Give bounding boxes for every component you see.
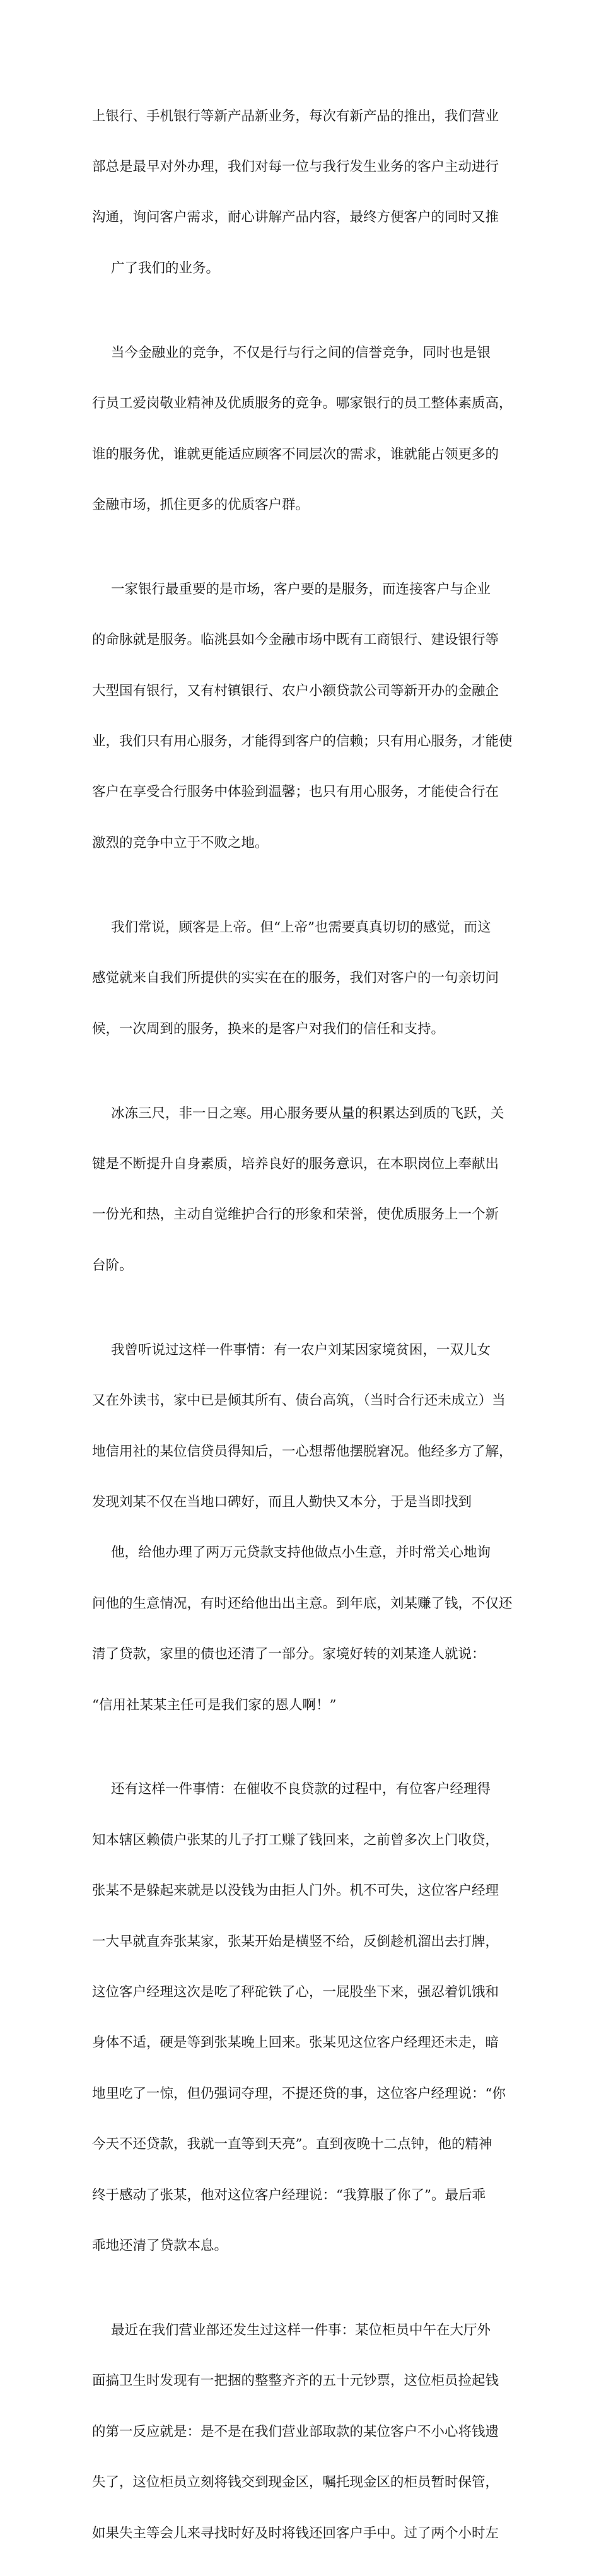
text-line: 最近在我们营业部还发生过这样一件事：某位柜员中午在大厅外 (111, 2322, 491, 2338)
text-line: 一份光和热，主动自觉维护合行的形象和荣誉，使优质服务上一个新 (92, 1207, 499, 1223)
text-line: 我们常说，顾客是上帝。但“上帝”也需要真真切切的感觉，而这 (111, 919, 491, 935)
text-line: 行员工爱岗敬业精神及优质服务的竞争。哪家银行的员工整体素质高， (92, 395, 513, 412)
text-line: 地里吃了一惊，但仍强词夺理，不提还贷的事，这位客户经理说：“你 (92, 2085, 506, 2102)
paragraph-8 (92, 2288, 513, 2576)
text-line: 清了贷款，家里的债也还清了一部分。家境好转的刘某逢人就说： (92, 1646, 486, 1663)
paragraph-6 (92, 1308, 513, 1748)
text-line: 这位客户经理这次是吃了秤砣铁了心，一屁股坐下来，强忍着饥饿和 (92, 1984, 499, 2001)
text-line: 的第一反应就是：是不是在我们营业部取款的某位客户不小心将钱遗 (92, 2423, 499, 2440)
text-line: 客户在享受合行服务中体验到温馨；也只有用心服务，才能使合行在 (92, 784, 499, 800)
text-line: 还有这样一件事情：在催收不良贷款的过程中，有位客户经理得 (111, 1781, 491, 1798)
document-body (92, 74, 513, 2576)
paragraph-3 (92, 547, 513, 886)
text-line: 问他的生意情况，有时还给他出出主意。到年底，刘某赚了钱，不仅还 (92, 1595, 513, 1612)
text-line: 地信用社的某位信贷员得知后，一心想帮他摆脱窘况。他经多方了解， (92, 1443, 513, 1460)
paragraph-5 (92, 1072, 513, 1308)
text-line: 激烈的竞争中立于不败之地。 (92, 834, 269, 851)
text-line: 身体不适，硬是等到张某晚上回来。张某见这位客户经理还未走，暗 (92, 2035, 499, 2051)
text-line: 一家银行最重要的是市场，客户要的是服务，而连接客户与企业 (111, 581, 491, 597)
text-line: “信用社某某主任可是我们家的恩人啊！” (92, 1697, 337, 1713)
text-line: 大型国有银行，又有村镇银行、农户小额贷款公司等新开办的金融企 (92, 682, 499, 699)
text-line: 键是不断提升自身素质，培养良好的服务意识，在本职岗位上奉献出 (92, 1156, 499, 1172)
paragraph-7 (92, 1748, 513, 2289)
text-line: 部总是最早对外办理，我们对每一位与我行发生业务的客户主动进行 (92, 158, 499, 175)
paragraph-1 (92, 74, 513, 311)
text-line: 冰冻三尺，非一日之寒。用心服务要从量的积累达到质的飞跃，关 (111, 1105, 504, 1121)
text-line: 上银行、手机银行等新产品新业务，每次有新产品的推出，我们营业 (92, 108, 499, 124)
text-line: 他，给他办理了两万元贷款支持他做点小生意，并时常关心地询 (111, 1545, 491, 1561)
text-line: 乖地还清了贷款本息。 (92, 2238, 228, 2254)
text-line: 发现刘某不仅在当地口碑好，而且人勤快又本分，于是当即找到 (92, 1494, 472, 1510)
text-line: 金融市场，抓住更多的优质客户群。 (92, 496, 310, 513)
text-line: 知本辖区赖债户张某的儿子打工赚了钱回来，之前曾多次上门收贷， (92, 1832, 499, 1848)
text-line: 感觉就来自我们所提供的实实在在的服务，我们对客户的一句亲切问 (92, 970, 499, 986)
text-line: 面搞卫生时发现有一把捆的整整齐齐的五十元钞票，这位柜员捡起钱 (92, 2373, 499, 2389)
text-line: 台阶。 (92, 1257, 133, 1273)
text-line: 失了，这位柜员立刻将钱交到现金区，嘱托现金区的柜员暂时保管， (92, 2474, 499, 2491)
text-line: 广了我们的业务。 (111, 260, 220, 276)
text-line: 张某不是躲起来就是以没钱为由拒人门外。机不可失，这位客户经理 (92, 1883, 499, 1899)
text-line: 今天不还贷款，我就一直等到天亮”。直到夜晚十二点钟，他的精神 (92, 2136, 492, 2153)
text-line: 如果失主等会儿来寻找时好及时将钱还回客户手中。过了两个小时左 (92, 2525, 499, 2541)
text-line: 一大早就直奔张某家，张某开始是横竖不给，反倒趁机溜出去打牌， (92, 1933, 499, 1950)
paragraph-4 (92, 886, 513, 1072)
paragraph-2 (92, 311, 513, 547)
text-line: 终于感动了张某，他对这位客户经理说：“我算服了你了”。最后乖 (92, 2187, 486, 2203)
text-line: 业，我们只有用心服务，才能得到客户的信赖；只有用心服务，才能使 (92, 734, 513, 750)
text-line: 我曾听说过这样一件事情：有一农户刘某因家境贫困，一双儿女 (111, 1342, 491, 1358)
text-line: 的命脉就是服务。临洮县如今金融市场中既有工商银行、建设银行等 (92, 632, 499, 648)
text-line: 谁的服务优，谁就更能适应顾客不同层次的需求，谁就能占领更多的 (92, 446, 499, 462)
text-line: 又在外读书，家中已是倾其所有、债台高筑，（当时合行还未成立）当 (92, 1393, 506, 1409)
text-line: 沟通，询问客户需求，耐心讲解产品内容，最终方便客户的同时又推 (92, 209, 499, 226)
text-line: 当今金融业的竞争，不仅是行与行之间的信誉竞争，同时也是银 (111, 344, 491, 361)
text-line: 候，一次周到的服务，换来的是客户对我们的信任和支持。 (92, 1021, 445, 1037)
